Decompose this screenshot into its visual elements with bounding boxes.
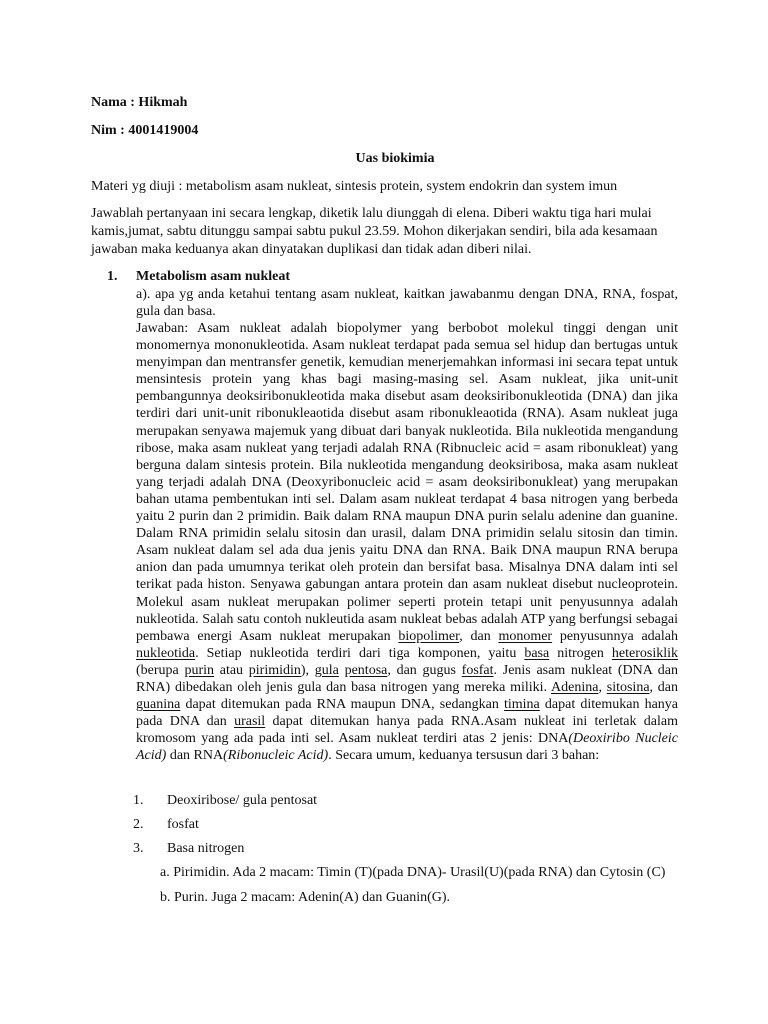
term-nukleotida: nukleotida bbox=[136, 645, 196, 661]
list-item: fosfat bbox=[167, 817, 199, 832]
section-title: Metabolism asam nukleat bbox=[136, 269, 290, 284]
term-timina: timina bbox=[504, 697, 540, 713]
list-item-number: 1. bbox=[133, 793, 144, 808]
instructions-paragraph: Jawablah pertanyaan ini secara lengkap, diketik lalu diunggah di elena. Diberi waktu tiga hari mulai kamis,jumat, sabtu ditunggu sampai sabtu pukul 23.59. Mohon dikerjakan sendiri, bila ada kesamaan jawaban maka keduanya akan dinyatakan duplikasi dan tidak adan diberi nilai. bbox=[91, 206, 658, 257]
term-urasil: urasil bbox=[234, 714, 266, 730]
page-title: Uas biokimia bbox=[355, 151, 435, 166]
term-basa: basa bbox=[524, 645, 550, 661]
term-pirimidin: pirimidin bbox=[248, 662, 301, 678]
materi-line: Materi yg diuji : metabolism asam nukleat, sintesis protein, system endokrin dan system imun bbox=[91, 179, 618, 194]
list-item: Deoxiribose/ gula pentosat bbox=[167, 793, 318, 808]
rna-full-name: (Ribonucleic Acid) bbox=[223, 748, 329, 764]
term-biopolimer: biopolimer bbox=[398, 628, 460, 644]
dna-full-name: (Deoxiribo Nucleic Acid) bbox=[136, 731, 678, 764]
term-gula: gula bbox=[314, 662, 339, 678]
list-item-number: 3. bbox=[133, 841, 144, 856]
student-nim: Nim : 4001419004 bbox=[91, 123, 199, 138]
question-a: a). apa yg anda ketahui tentang asam nukleat, kaitkan jawabanmu dengan DNA, RNA, fospat, gula dan basa. bbox=[136, 287, 678, 320]
term-monomer: monomer bbox=[498, 628, 553, 644]
term-heterosiklik: heterosiklik bbox=[611, 645, 678, 661]
list-item: Basa nitrogen bbox=[167, 841, 245, 856]
answer-paragraph: Jawaban: Asam nukleat adalah biopolymer yang berbobot molekul tinggi dengan unit monomernya mononukleotida. Asam nukleat terdapat pada semua sel hidup dan bertugas untuk menyimpan dan mentransfer genetik, kemudian menerjemahkan informasi ini secara tepat untuk mensintesis protein yang khas bagi masing-masing sel. Asam nukleat, jika unit-unit pembangunnya deoksiribonukleotida maka disebut asam deoksiribonukleotida (DNA) dan jika terdiri dari unit-unit ribonukleaotida disebut asam ribonukleaotida (RNA). Asam nukleat juga merupakan senyawa majemuk yang dibuat dari banyak nukleotida. Bila nukleotida mengandung ribose, maka asam nukleat yang terjadi adalah RNA (Ribnucleic acid = asam ribonukleat) yang berguna dalam sintesis protein. Bila nukleotida mengandung deoksiribosa, maka asam nukleat yang terjadi adalah DNA (Deoxyribonucleic acid = asam deoksiribonukleat) yang merupakan bahan utama pembentukan inti sel. Dalam asam nukleat terdapat 4 basa nitrogen yang berbeda yaitu 2 purin dan 2 primidin. Baik dalam RNA maupun DNA purin selalu adenine dan guanine. Dalam RNA primidin selalu sitosin dan urasil, dalam DNA primidin selalu sitosin dan timin. Asam nukleat dalam sel ada dua jenis yaitu DNA dan RNA. Baik DNA maupun RNA berupa anion dan pada umumnya terikat oleh protein dan bersifat basa. Misalnya DNA dalam inti sel terikat pada histon. Senyawa gabungan antara protein dan asam nukleat disebut nucleoprotein. Molekul asam nukleat merupakan polimer seperti protein tetapi unit penyusunnya adalah nukleotida. Salah satu contoh nukleutida asam nukleat bebas adalah ATP yang berfungsi sebagai pembawa energi Asam nukleat merupakan biopolimer, dan monomer penyusunnya adalah nukleotida. Setiap nukleotida terdiri dari tiga komponen, yaitu basa nitrogen heterosiklik (berupa purin atau pirimidin), gula pentosa, dan gugus fosfat. Jenis asam nukleat (DNA dan RNA) dibedakan oleh jenis gula dan basa nitrogen yang mereka miliki. Adenina, sitosina, dan guanina dapat ditemukan pada RNA maupun DNA, sedangkan timina dapat ditemukan hanya pada DNA dan urasil dapat ditemukan hanya pada RNA.Asam nukleat ini terletak dalam kromosom yang ada pada inti sel. Asam nukleat terdiri atas 2 jenis: DNA(Deoxiribo Nucleic Acid) dan RNA(Ribonucleic Acid). Secara umum, keduanya tersusun dari 3 bahan: bbox=[136, 321, 679, 764]
term-guanina: guanina bbox=[136, 697, 181, 713]
term-fosfat: fosfat bbox=[461, 662, 494, 678]
sub-item-pirimidin: a. Pirimidin. Ada 2 macam: Timin (T)(pada DNA)- Urasil(U)(pada RNA) dan Cytosin (C) bbox=[160, 865, 666, 880]
term-adenina: Adenina bbox=[551, 679, 599, 695]
student-name: Nama : Hikmah bbox=[91, 95, 188, 110]
term-purin: purin bbox=[184, 662, 215, 678]
list-item-number: 2. bbox=[133, 817, 144, 832]
section-number: 1. bbox=[107, 269, 118, 284]
sub-item-purin: b. Purin. Juga 2 macam: Adenin(A) dan Guanin(G). bbox=[160, 890, 451, 905]
term-sitosina: sitosina bbox=[606, 679, 650, 695]
term-pentosa: pentosa bbox=[344, 662, 388, 678]
